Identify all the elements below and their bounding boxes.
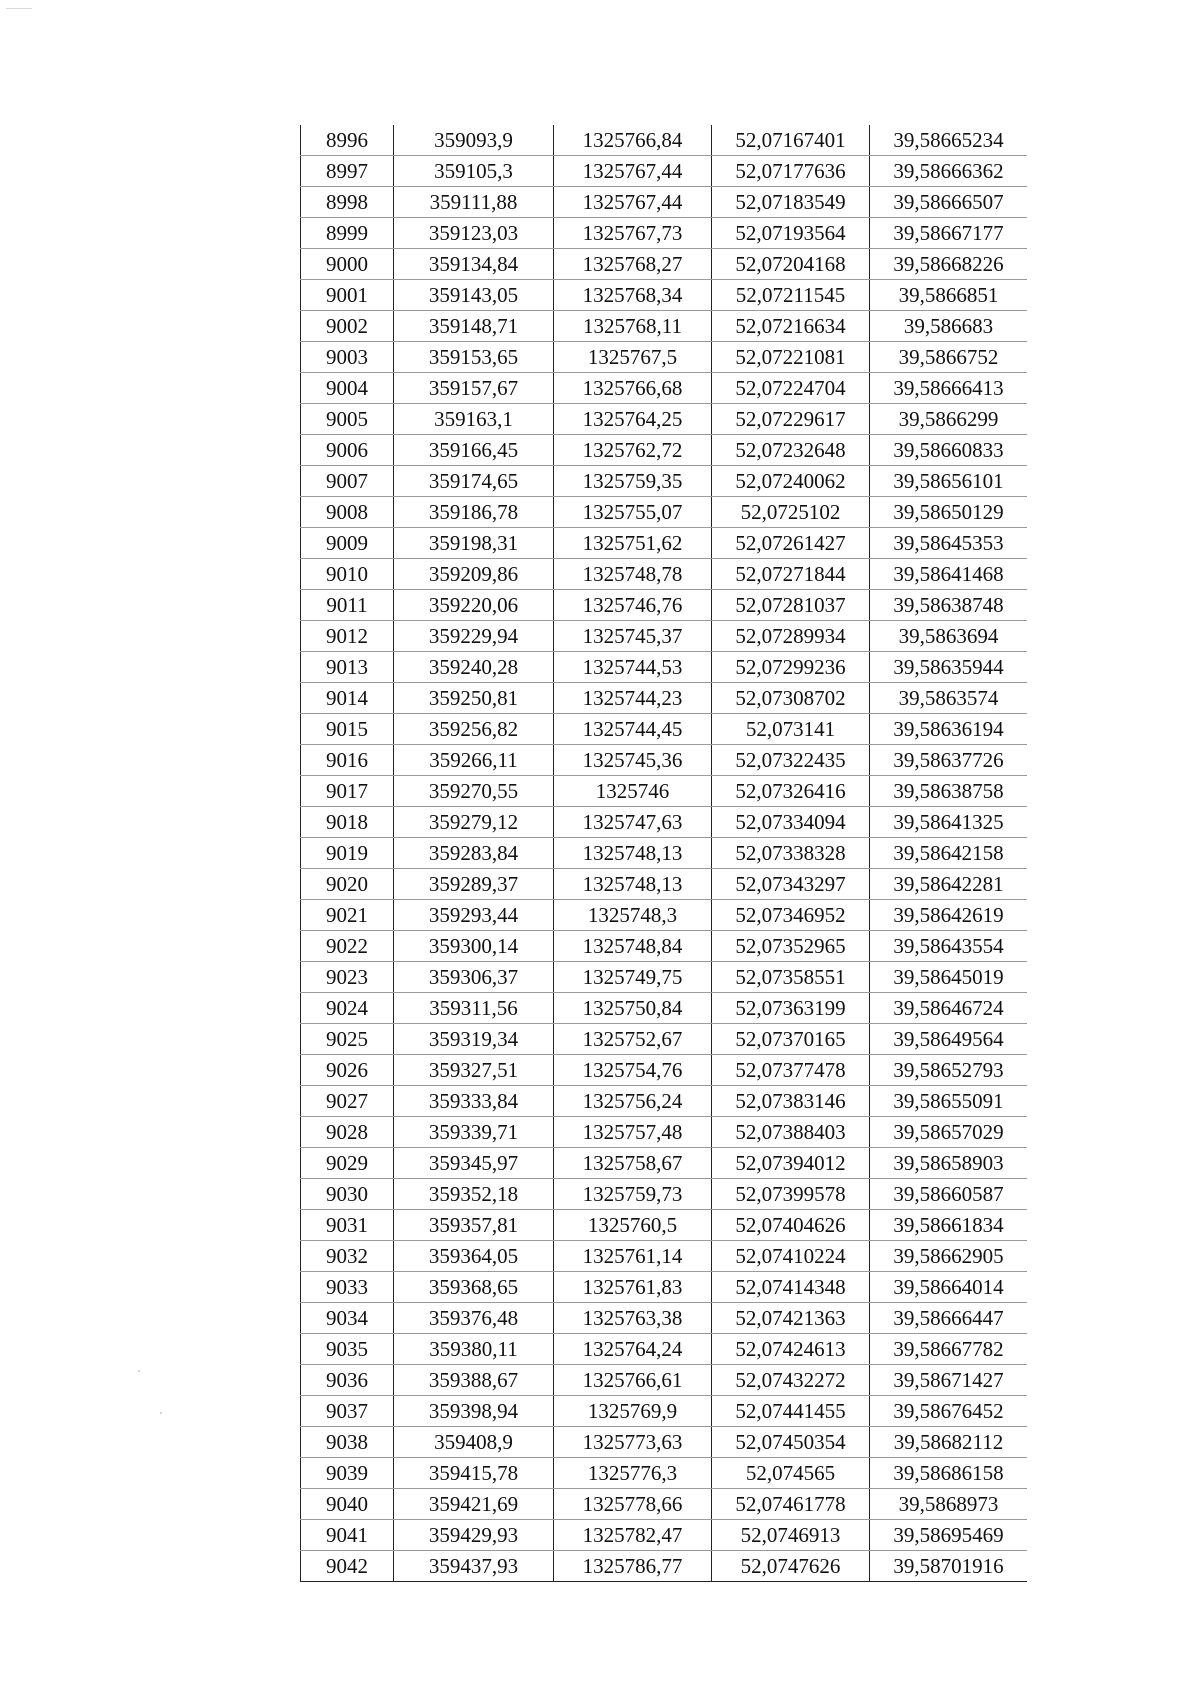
x-coordinate-cell: 359283,84	[394, 838, 554, 869]
table-row	[301, 931, 1028, 962]
longitude-cell: 39,58636194	[870, 714, 1028, 745]
longitude-cell: 39,58667782	[870, 1334, 1028, 1365]
y-coordinate-cell: 1325744,23	[554, 683, 712, 714]
longitude-cell: 39,58650129	[870, 497, 1028, 528]
point-number-cell: 9002	[301, 311, 394, 342]
latitude-cell: 52,07281037	[712, 590, 870, 621]
latitude-cell: 52,07352965	[712, 931, 870, 962]
longitude-cell: 39,58638748	[870, 590, 1028, 621]
table-row	[301, 1055, 1028, 1086]
latitude-cell: 52,07322435	[712, 745, 870, 776]
latitude-cell: 52,07394012	[712, 1148, 870, 1179]
latitude-cell: 52,07224704	[712, 373, 870, 404]
longitude-cell: 39,58635944	[870, 652, 1028, 683]
longitude-cell: 39,58642281	[870, 869, 1028, 900]
longitude-cell: 39,58645019	[870, 962, 1028, 993]
y-coordinate-cell: 1325745,37	[554, 621, 712, 652]
x-coordinate-cell: 359345,97	[394, 1148, 554, 1179]
point-number-cell: 9008	[301, 497, 394, 528]
x-coordinate-cell: 359368,65	[394, 1272, 554, 1303]
longitude-cell: 39,58656101	[870, 466, 1028, 497]
table-body	[301, 125, 1028, 1582]
latitude-cell: 52,07334094	[712, 807, 870, 838]
point-number-cell: 9033	[301, 1272, 394, 1303]
y-coordinate-cell: 1325766,68	[554, 373, 712, 404]
longitude-cell: 39,58662905	[870, 1241, 1028, 1272]
x-coordinate-cell: 359105,3	[394, 156, 554, 187]
y-coordinate-cell: 1325762,72	[554, 435, 712, 466]
latitude-cell: 52,0747626	[712, 1551, 870, 1582]
y-coordinate-cell: 1325754,76	[554, 1055, 712, 1086]
latitude-cell: 52,07461778	[712, 1489, 870, 1520]
latitude-cell: 52,07216634	[712, 311, 870, 342]
y-coordinate-cell: 1325763,38	[554, 1303, 712, 1334]
longitude-cell: 39,58664014	[870, 1272, 1028, 1303]
y-coordinate-cell: 1325752,67	[554, 1024, 712, 1055]
x-coordinate-cell: 359364,05	[394, 1241, 554, 1272]
longitude-cell: 39,58682112	[870, 1427, 1028, 1458]
x-coordinate-cell: 359111,88	[394, 187, 554, 218]
latitude-cell: 52,07229617	[712, 404, 870, 435]
table-row	[301, 435, 1028, 466]
y-coordinate-cell: 1325769,9	[554, 1396, 712, 1427]
longitude-cell: 39,58660587	[870, 1179, 1028, 1210]
point-number-cell: 9004	[301, 373, 394, 404]
table-row	[301, 218, 1028, 249]
table-row	[301, 1210, 1028, 1241]
point-number-cell: 9007	[301, 466, 394, 497]
x-coordinate-cell: 359421,69	[394, 1489, 554, 1520]
y-coordinate-cell: 1325766,84	[554, 125, 712, 156]
table-row	[301, 621, 1028, 652]
longitude-cell: 39,58666362	[870, 156, 1028, 187]
point-number-cell: 9011	[301, 590, 394, 621]
point-number-cell: 8998	[301, 187, 394, 218]
y-coordinate-cell: 1325751,62	[554, 528, 712, 559]
x-coordinate-cell: 359186,78	[394, 497, 554, 528]
coordinates-table	[300, 125, 1027, 1582]
y-coordinate-cell: 1325749,75	[554, 962, 712, 993]
point-number-cell: 9026	[301, 1055, 394, 1086]
point-number-cell: 9027	[301, 1086, 394, 1117]
x-coordinate-cell: 359256,82	[394, 714, 554, 745]
x-coordinate-cell: 359143,05	[394, 280, 554, 311]
point-number-cell: 9017	[301, 776, 394, 807]
latitude-cell: 52,07388403	[712, 1117, 870, 1148]
longitude-cell: 39,58671427	[870, 1365, 1028, 1396]
latitude-cell: 52,07432272	[712, 1365, 870, 1396]
latitude-cell: 52,07410224	[712, 1241, 870, 1272]
longitude-cell: 39,58667177	[870, 218, 1028, 249]
table-row	[301, 1117, 1028, 1148]
table-row	[301, 1241, 1028, 1272]
latitude-cell: 52,07377478	[712, 1055, 870, 1086]
table-row	[301, 1086, 1028, 1117]
x-coordinate-cell: 359209,86	[394, 559, 554, 590]
table-row	[301, 1427, 1028, 1458]
latitude-cell: 52,07193564	[712, 218, 870, 249]
x-coordinate-cell: 359327,51	[394, 1055, 554, 1086]
x-coordinate-cell: 359134,84	[394, 249, 554, 280]
longitude-cell: 39,58660833	[870, 435, 1028, 466]
x-coordinate-cell: 359339,71	[394, 1117, 554, 1148]
y-coordinate-cell: 1325750,84	[554, 993, 712, 1024]
x-coordinate-cell: 359148,71	[394, 311, 554, 342]
point-number-cell: 9024	[301, 993, 394, 1024]
x-coordinate-cell: 359388,67	[394, 1365, 554, 1396]
latitude-cell: 52,074565	[712, 1458, 870, 1489]
y-coordinate-cell: 1325745,36	[554, 745, 712, 776]
table-row	[301, 1024, 1028, 1055]
longitude-cell: 39,58652793	[870, 1055, 1028, 1086]
latitude-cell: 52,07404626	[712, 1210, 870, 1241]
latitude-cell: 52,07414348	[712, 1272, 870, 1303]
table-row	[301, 125, 1028, 156]
longitude-cell: 39,58666507	[870, 187, 1028, 218]
latitude-cell: 52,07271844	[712, 559, 870, 590]
latitude-cell: 52,07240062	[712, 466, 870, 497]
y-coordinate-cell: 1325748,3	[554, 900, 712, 931]
x-coordinate-cell: 359220,06	[394, 590, 554, 621]
latitude-cell: 52,07424613	[712, 1334, 870, 1365]
y-coordinate-cell: 1325757,48	[554, 1117, 712, 1148]
point-number-cell: 9021	[301, 900, 394, 931]
table-row	[301, 1272, 1028, 1303]
longitude-cell: 39,58666447	[870, 1303, 1028, 1334]
point-number-cell: 9010	[301, 559, 394, 590]
point-number-cell: 9039	[301, 1458, 394, 1489]
point-number-cell: 9000	[301, 249, 394, 280]
point-number-cell: 9019	[301, 838, 394, 869]
x-coordinate-cell: 359198,31	[394, 528, 554, 559]
latitude-cell: 52,07326416	[712, 776, 870, 807]
coordinates-table-container	[300, 125, 1027, 1585]
x-coordinate-cell: 359398,94	[394, 1396, 554, 1427]
latitude-cell: 52,07383146	[712, 1086, 870, 1117]
point-number-cell: 9020	[301, 869, 394, 900]
x-coordinate-cell: 359300,14	[394, 931, 554, 962]
table-row	[301, 714, 1028, 745]
y-coordinate-cell: 1325746	[554, 776, 712, 807]
table-row	[301, 776, 1028, 807]
point-number-cell: 9030	[301, 1179, 394, 1210]
x-coordinate-cell: 359163,1	[394, 404, 554, 435]
latitude-cell: 52,07177636	[712, 156, 870, 187]
scan-speck	[138, 1370, 140, 1372]
x-coordinate-cell: 359174,65	[394, 466, 554, 497]
latitude-cell: 52,07399578	[712, 1179, 870, 1210]
scan-speck	[6, 8, 32, 9]
point-number-cell: 9009	[301, 528, 394, 559]
x-coordinate-cell: 359123,03	[394, 218, 554, 249]
longitude-cell: 39,58649564	[870, 1024, 1028, 1055]
y-coordinate-cell: 1325760,5	[554, 1210, 712, 1241]
x-coordinate-cell: 359415,78	[394, 1458, 554, 1489]
longitude-cell: 39,58695469	[870, 1520, 1028, 1551]
y-coordinate-cell: 1325767,5	[554, 342, 712, 373]
longitude-cell: 39,58686158	[870, 1458, 1028, 1489]
latitude-cell: 52,07343297	[712, 869, 870, 900]
table-row	[301, 869, 1028, 900]
longitude-cell: 39,58701916	[870, 1551, 1028, 1582]
x-coordinate-cell: 359333,84	[394, 1086, 554, 1117]
point-number-cell: 9029	[301, 1148, 394, 1179]
y-coordinate-cell: 1325768,11	[554, 311, 712, 342]
longitude-cell: 39,58642619	[870, 900, 1028, 931]
x-coordinate-cell: 359270,55	[394, 776, 554, 807]
table-row	[301, 342, 1028, 373]
table-row	[301, 187, 1028, 218]
point-number-cell: 9034	[301, 1303, 394, 1334]
y-coordinate-cell: 1325756,24	[554, 1086, 712, 1117]
point-number-cell: 9005	[301, 404, 394, 435]
longitude-cell: 39,58642158	[870, 838, 1028, 869]
latitude-cell: 52,07261427	[712, 528, 870, 559]
x-coordinate-cell: 359357,81	[394, 1210, 554, 1241]
longitude-cell: 39,58637726	[870, 745, 1028, 776]
latitude-cell: 52,0725102	[712, 497, 870, 528]
table-row	[301, 1520, 1028, 1551]
table-row	[301, 1334, 1028, 1365]
x-coordinate-cell: 359093,9	[394, 125, 554, 156]
latitude-cell: 52,07363199	[712, 993, 870, 1024]
table-row	[301, 838, 1028, 869]
longitude-cell: 39,58676452	[870, 1396, 1028, 1427]
table-row	[301, 1489, 1028, 1520]
table-row	[301, 1551, 1028, 1582]
y-coordinate-cell: 1325761,83	[554, 1272, 712, 1303]
table-row	[301, 404, 1028, 435]
table-row	[301, 528, 1028, 559]
y-coordinate-cell: 1325744,53	[554, 652, 712, 683]
y-coordinate-cell: 1325767,73	[554, 218, 712, 249]
latitude-cell: 52,07338328	[712, 838, 870, 869]
table-row	[301, 497, 1028, 528]
point-number-cell: 9042	[301, 1551, 394, 1582]
table-row	[301, 683, 1028, 714]
point-number-cell: 9032	[301, 1241, 394, 1272]
point-number-cell: 9025	[301, 1024, 394, 1055]
longitude-cell: 39,58668226	[870, 249, 1028, 280]
latitude-cell: 52,07167401	[712, 125, 870, 156]
y-coordinate-cell: 1325768,27	[554, 249, 712, 280]
y-coordinate-cell: 1325766,61	[554, 1365, 712, 1396]
longitude-cell: 39,58661834	[870, 1210, 1028, 1241]
longitude-cell: 39,5863694	[870, 621, 1028, 652]
table-row	[301, 1303, 1028, 1334]
y-coordinate-cell: 1325776,3	[554, 1458, 712, 1489]
table-row	[301, 993, 1028, 1024]
x-coordinate-cell: 359319,34	[394, 1024, 554, 1055]
table-row	[301, 1365, 1028, 1396]
x-coordinate-cell: 359352,18	[394, 1179, 554, 1210]
longitude-cell: 39,586683	[870, 311, 1028, 342]
table-row	[301, 900, 1028, 931]
y-coordinate-cell: 1325778,66	[554, 1489, 712, 1520]
latitude-cell: 52,07308702	[712, 683, 870, 714]
longitude-cell: 39,58646724	[870, 993, 1028, 1024]
longitude-cell: 39,58643554	[870, 931, 1028, 962]
y-coordinate-cell: 1325761,14	[554, 1241, 712, 1272]
table-row	[301, 156, 1028, 187]
y-coordinate-cell: 1325747,63	[554, 807, 712, 838]
latitude-cell: 52,07183549	[712, 187, 870, 218]
x-coordinate-cell: 359429,93	[394, 1520, 554, 1551]
x-coordinate-cell: 359408,9	[394, 1427, 554, 1458]
point-number-cell: 9018	[301, 807, 394, 838]
longitude-cell: 39,5863574	[870, 683, 1028, 714]
scan-speck	[160, 1412, 162, 1414]
y-coordinate-cell: 1325748,13	[554, 838, 712, 869]
point-number-cell: 9031	[301, 1210, 394, 1241]
point-number-cell: 9023	[301, 962, 394, 993]
latitude-cell: 52,07232648	[712, 435, 870, 466]
x-coordinate-cell: 359437,93	[394, 1551, 554, 1582]
y-coordinate-cell: 1325767,44	[554, 156, 712, 187]
y-coordinate-cell: 1325748,78	[554, 559, 712, 590]
x-coordinate-cell: 359266,11	[394, 745, 554, 776]
point-number-cell: 8996	[301, 125, 394, 156]
y-coordinate-cell: 1325767,44	[554, 187, 712, 218]
table-row	[301, 590, 1028, 621]
point-number-cell: 9001	[301, 280, 394, 311]
longitude-cell: 39,58645353	[870, 528, 1028, 559]
longitude-cell: 39,58641468	[870, 559, 1028, 590]
y-coordinate-cell: 1325764,25	[554, 404, 712, 435]
point-number-cell: 9035	[301, 1334, 394, 1365]
x-coordinate-cell: 359293,44	[394, 900, 554, 931]
point-number-cell: 9036	[301, 1365, 394, 1396]
table-row	[301, 1458, 1028, 1489]
table-row	[301, 1179, 1028, 1210]
table-row	[301, 1148, 1028, 1179]
latitude-cell: 52,073141	[712, 714, 870, 745]
table-row	[301, 652, 1028, 683]
longitude-cell: 39,58657029	[870, 1117, 1028, 1148]
y-coordinate-cell: 1325786,77	[554, 1551, 712, 1582]
point-number-cell: 9016	[301, 745, 394, 776]
latitude-cell: 52,07421363	[712, 1303, 870, 1334]
x-coordinate-cell: 359153,65	[394, 342, 554, 373]
y-coordinate-cell: 1325759,73	[554, 1179, 712, 1210]
table-row	[301, 1396, 1028, 1427]
x-coordinate-cell: 359157,67	[394, 373, 554, 404]
latitude-cell: 52,0746913	[712, 1520, 870, 1551]
latitude-cell: 52,07450354	[712, 1427, 870, 1458]
point-number-cell: 9041	[301, 1520, 394, 1551]
table-row	[301, 559, 1028, 590]
point-number-cell: 9015	[301, 714, 394, 745]
y-coordinate-cell: 1325759,35	[554, 466, 712, 497]
latitude-cell: 52,07441455	[712, 1396, 870, 1427]
y-coordinate-cell: 1325773,63	[554, 1427, 712, 1458]
table-row	[301, 249, 1028, 280]
longitude-cell: 39,58641325	[870, 807, 1028, 838]
point-number-cell: 9006	[301, 435, 394, 466]
longitude-cell: 39,5866299	[870, 404, 1028, 435]
point-number-cell: 9012	[301, 621, 394, 652]
point-number-cell: 9028	[301, 1117, 394, 1148]
y-coordinate-cell: 1325758,67	[554, 1148, 712, 1179]
latitude-cell: 52,07289934	[712, 621, 870, 652]
table-row	[301, 745, 1028, 776]
latitude-cell: 52,07299236	[712, 652, 870, 683]
y-coordinate-cell: 1325764,24	[554, 1334, 712, 1365]
point-number-cell: 9037	[301, 1396, 394, 1427]
table-row	[301, 280, 1028, 311]
y-coordinate-cell: 1325755,07	[554, 497, 712, 528]
x-coordinate-cell: 359376,48	[394, 1303, 554, 1334]
longitude-cell: 39,58665234	[870, 125, 1028, 156]
x-coordinate-cell: 359380,11	[394, 1334, 554, 1365]
longitude-cell: 39,58638758	[870, 776, 1028, 807]
y-coordinate-cell: 1325748,13	[554, 869, 712, 900]
table-row	[301, 807, 1028, 838]
longitude-cell: 39,5868973	[870, 1489, 1028, 1520]
table-row	[301, 466, 1028, 497]
longitude-cell: 39,58666413	[870, 373, 1028, 404]
latitude-cell: 52,07211545	[712, 280, 870, 311]
x-coordinate-cell: 359229,94	[394, 621, 554, 652]
y-coordinate-cell: 1325748,84	[554, 931, 712, 962]
y-coordinate-cell: 1325744,45	[554, 714, 712, 745]
point-number-cell: 9013	[301, 652, 394, 683]
latitude-cell: 52,07346952	[712, 900, 870, 931]
x-coordinate-cell: 359306,37	[394, 962, 554, 993]
latitude-cell: 52,07221081	[712, 342, 870, 373]
x-coordinate-cell: 359289,37	[394, 869, 554, 900]
y-coordinate-cell: 1325768,34	[554, 280, 712, 311]
latitude-cell: 52,07204168	[712, 249, 870, 280]
point-number-cell: 9003	[301, 342, 394, 373]
x-coordinate-cell: 359279,12	[394, 807, 554, 838]
table-row	[301, 311, 1028, 342]
x-coordinate-cell: 359250,81	[394, 683, 554, 714]
table-row	[301, 962, 1028, 993]
y-coordinate-cell: 1325746,76	[554, 590, 712, 621]
table-row	[301, 373, 1028, 404]
point-number-cell: 8997	[301, 156, 394, 187]
point-number-cell: 9022	[301, 931, 394, 962]
x-coordinate-cell: 359166,45	[394, 435, 554, 466]
longitude-cell: 39,5866752	[870, 342, 1028, 373]
x-coordinate-cell: 359311,56	[394, 993, 554, 1024]
longitude-cell: 39,58658903	[870, 1148, 1028, 1179]
y-coordinate-cell: 1325782,47	[554, 1520, 712, 1551]
x-coordinate-cell: 359240,28	[394, 652, 554, 683]
point-number-cell: 9040	[301, 1489, 394, 1520]
point-number-cell: 9038	[301, 1427, 394, 1458]
longitude-cell: 39,58655091	[870, 1086, 1028, 1117]
point-number-cell: 8999	[301, 218, 394, 249]
latitude-cell: 52,07358551	[712, 962, 870, 993]
point-number-cell: 9014	[301, 683, 394, 714]
longitude-cell: 39,5866851	[870, 280, 1028, 311]
latitude-cell: 52,07370165	[712, 1024, 870, 1055]
